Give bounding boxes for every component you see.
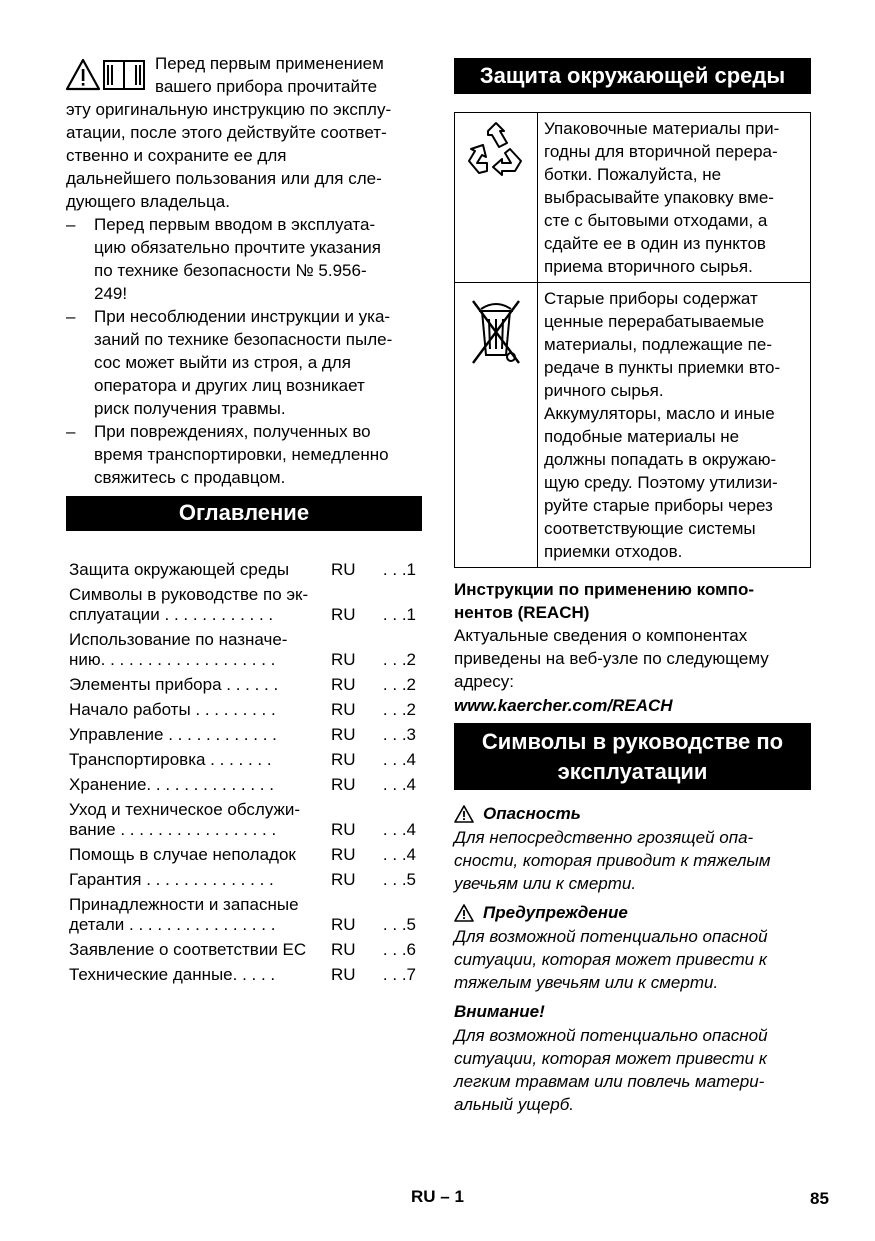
toc-title: Помощь в случае неполадок [69, 845, 296, 864]
toc-title: Начало работы . . . . . . . . . [69, 700, 276, 719]
toc-title: Элементы прибора . . . . . . [69, 675, 279, 694]
text-line: Аккумуляторы, масло и иные [544, 404, 775, 423]
text-line: Актуальные сведения о компонентах [454, 626, 748, 645]
symbol-danger [454, 802, 811, 895]
toc-page: . . .6 [382, 940, 416, 959]
toc-lang: RU [331, 870, 356, 889]
text-line: Инструкции по применению компо- [454, 580, 754, 599]
toc-lang: RU [331, 965, 356, 984]
text-line: ценные перерабатываемые [544, 312, 765, 331]
list-item [66, 305, 422, 420]
text-line: адресу: [454, 672, 515, 691]
text-line: ситуации, которая может привести к [454, 950, 767, 969]
toc-lang: RU [331, 750, 356, 769]
text-line: сности, которая приводит к тяжелым [454, 851, 771, 870]
recycle-icon [455, 119, 537, 189]
table-row [455, 113, 811, 283]
text-line: Для возможной потенциально опасной [454, 1026, 768, 1045]
toc-page: . . .1 [382, 560, 416, 579]
toc-lang: RU [331, 820, 356, 839]
dash-marker: – [66, 422, 76, 441]
toc-title: сплуатации . . . . . . . . . . . . [69, 605, 274, 624]
text-line: сдайте ее в один из пунктов [544, 234, 766, 253]
toc-entry[interactable] [66, 725, 422, 745]
text-line: материалы, подлежащие пе- [544, 335, 773, 354]
toc-entry[interactable] [66, 585, 422, 625]
toc-page: . . .4 [382, 820, 416, 839]
toc-lang: RU [331, 940, 356, 959]
text-line: ственно и сохраните ее для [66, 146, 287, 165]
intro-lead [155, 52, 384, 98]
reach-url-link[interactable]: www.kaercher.com/REACH [454, 696, 673, 715]
intro-body [66, 98, 422, 213]
text-line: При несоблюдении инструкции и ука- [94, 307, 391, 326]
text-line: выбрасывайте упаковку вме- [544, 188, 774, 207]
text-line: соответствующие системы [544, 519, 756, 538]
toc-title: Уход и техническое обслужи- [69, 800, 301, 819]
left-column [66, 52, 422, 990]
toc-page: . . .5 [382, 870, 416, 889]
text-line: риск получения травмы. [94, 399, 286, 418]
toc-title: нию. . . . . . . . . . . . . . . . . . . [69, 650, 276, 669]
crossed-bin-icon [455, 289, 537, 369]
intro-icons [66, 58, 150, 92]
text-line: оператора и других лиц возникает [94, 376, 365, 395]
right-column [454, 58, 811, 1116]
dash-marker: – [66, 307, 76, 326]
footer-section-label: RU – 1 [411, 1187, 464, 1206]
intro-line: Перед первым применением [155, 54, 384, 73]
toc-heading: Оглавление [66, 496, 422, 531]
text-line: атации, после этого действуйте соответ- [66, 123, 387, 142]
toc-entry[interactable] [66, 870, 422, 890]
toc-lang: RU [331, 845, 356, 864]
intro-header [66, 52, 422, 98]
text-line: подобные материалы не [544, 427, 740, 446]
toc-title: Символы в руководстве по эк- [69, 585, 309, 604]
toc-entry[interactable] [66, 675, 422, 695]
text-line: увечьям или к смерти. [454, 874, 637, 893]
toc-page: . . .4 [382, 750, 416, 769]
text-line: нентов (REACH) [454, 603, 590, 622]
text-line: приведены на веб-узле по следующему [454, 649, 769, 668]
dash-marker: – [66, 215, 76, 234]
text-line: Для непосредственно грозящей опа- [454, 828, 754, 847]
toc-page: . . .4 [382, 775, 416, 794]
text-line: приема вторичного сырья. [544, 257, 753, 276]
toc-lang: RU [331, 675, 356, 694]
symbol-title: Опасность [483, 804, 581, 823]
toc-entry[interactable] [66, 845, 422, 865]
manual-book-icon [104, 61, 144, 89]
toc-page: . . .7 [382, 965, 416, 984]
heading-line: Символы в руководстве по [481, 729, 784, 754]
toc-title: Использование по назначе- [69, 630, 288, 649]
list-item [66, 213, 422, 305]
symbol-caution [454, 1000, 811, 1116]
text-line: должны попадать в окружаю- [544, 450, 777, 469]
toc-title: Гарантия . . . . . . . . . . . . . . [69, 870, 274, 889]
toc-title: Заявление о соответствии ЕС [69, 940, 307, 959]
environment-table [454, 112, 811, 568]
toc-page: . . .5 [382, 915, 416, 934]
heading-line: эксплуатации [557, 759, 708, 784]
toc-page: . . .2 [382, 650, 416, 669]
symbol-description [454, 826, 811, 895]
text-line: приемки отходов. [544, 542, 683, 561]
toc-title: Управление . . . . . . . . . . . . [69, 725, 277, 744]
environment-text [538, 113, 811, 283]
environment-heading: Защита окружающей среды [454, 58, 811, 94]
symbols-heading [454, 723, 811, 790]
toc-entry[interactable] [66, 800, 422, 840]
text-line: годны для вторичной перера- [544, 142, 778, 161]
toc-entry[interactable] [66, 560, 422, 580]
toc-title: Технические данные. . . . . [69, 965, 276, 984]
symbol-description [454, 1024, 811, 1116]
toc-lang: RU [331, 650, 356, 669]
toc-lang: RU [331, 725, 356, 744]
reach-text [454, 624, 811, 693]
text-line: время транспортировки, немедленно [94, 445, 389, 464]
toc-entry[interactable] [66, 630, 422, 670]
symbol-warning [454, 901, 811, 994]
text-line: При повреждениях, полученных во [94, 422, 371, 441]
toc-entry[interactable] [66, 700, 422, 720]
toc-page: . . .3 [382, 725, 416, 744]
toc-title: Транспортировка . . . . . . . [69, 750, 272, 769]
symbol-title: Внимание! [454, 1002, 545, 1021]
page-number: 85 [810, 1189, 829, 1208]
intro-line: вашего прибора прочитайте [155, 77, 378, 96]
toc-page: . . .4 [382, 845, 416, 864]
text-line: Перед первым вводом в эксплуата- [94, 215, 376, 234]
symbol-description [454, 925, 811, 994]
toc-page: . . .2 [382, 700, 416, 719]
table-of-contents [66, 560, 422, 985]
toc-entry[interactable] [66, 895, 422, 935]
text-line: сос может выйти из строя, а для [94, 353, 351, 372]
text-line: эту оригинальную инструкцию по эксплу- [66, 100, 392, 119]
text-line: ситуации, которая может привести к [454, 1049, 767, 1068]
text-line: тяжелым увечьям или к смерти. [454, 973, 719, 992]
toc-lang: RU [331, 560, 356, 579]
toc-title: вание . . . . . . . . . . . . . . . . . [69, 820, 277, 839]
text-line: 249! [94, 284, 128, 303]
text-line: Старые приборы содержат [544, 289, 758, 308]
toc-title: детали . . . . . . . . . . . . . . . . [69, 915, 276, 934]
text-line: легким травмам или повлечь матери- [454, 1072, 765, 1091]
toc-lang: RU [331, 700, 356, 719]
text-line: щую среду. Поэтому утилизи- [544, 473, 778, 492]
text-line: дальнейшего пользования или для сле- [66, 169, 382, 188]
text-line: руйте старые приборы через [544, 496, 773, 515]
toc-title: Принадлежности и запасные [69, 895, 299, 914]
text-line: по технике безопасности № 5.956- [94, 261, 367, 280]
list-item [66, 420, 422, 489]
table-row [455, 283, 811, 568]
toc-page: . . .2 [382, 675, 416, 694]
text-line: свяжитесь с продавцом. [94, 468, 286, 487]
text-line: ричного сырья. [544, 381, 664, 400]
toc-page: . . .1 [382, 605, 416, 624]
text-line: редаче в пункты приемки вто- [544, 358, 781, 377]
safety-list [66, 213, 422, 489]
text-line: альный ущерб. [454, 1095, 574, 1114]
warning-triangle-icon [67, 60, 99, 89]
toc-lang: RU [331, 775, 356, 794]
symbol-title: Предупреждение [483, 903, 628, 922]
toc-title: Защита окружающей среды [69, 560, 290, 579]
warning-triangle-icon [454, 805, 474, 823]
text-line: Упаковочные материалы при- [544, 119, 780, 138]
text-line: цию обязательно прочтите указания [94, 238, 381, 257]
toc-entry[interactable] [66, 965, 422, 985]
environment-text [538, 283, 811, 568]
toc-entry[interactable] [66, 750, 422, 770]
text-line: Для возможной потенциально опасной [454, 927, 768, 946]
reach-title [454, 578, 811, 624]
toc-lang: RU [331, 605, 356, 624]
text-line: сте с бытовыми отходами, а [544, 211, 768, 230]
text-line: дующего владельца. [66, 192, 230, 211]
toc-lang: RU [331, 915, 356, 934]
toc-title: Хранение. . . . . . . . . . . . . . [69, 775, 274, 794]
toc-entry[interactable] [66, 940, 422, 960]
toc-entry[interactable] [66, 775, 422, 795]
text-line: заний по технике безопасности пыле- [94, 330, 393, 349]
text-line: ботки. Пожалуйста, не [544, 165, 722, 184]
warning-triangle-icon [454, 904, 474, 922]
